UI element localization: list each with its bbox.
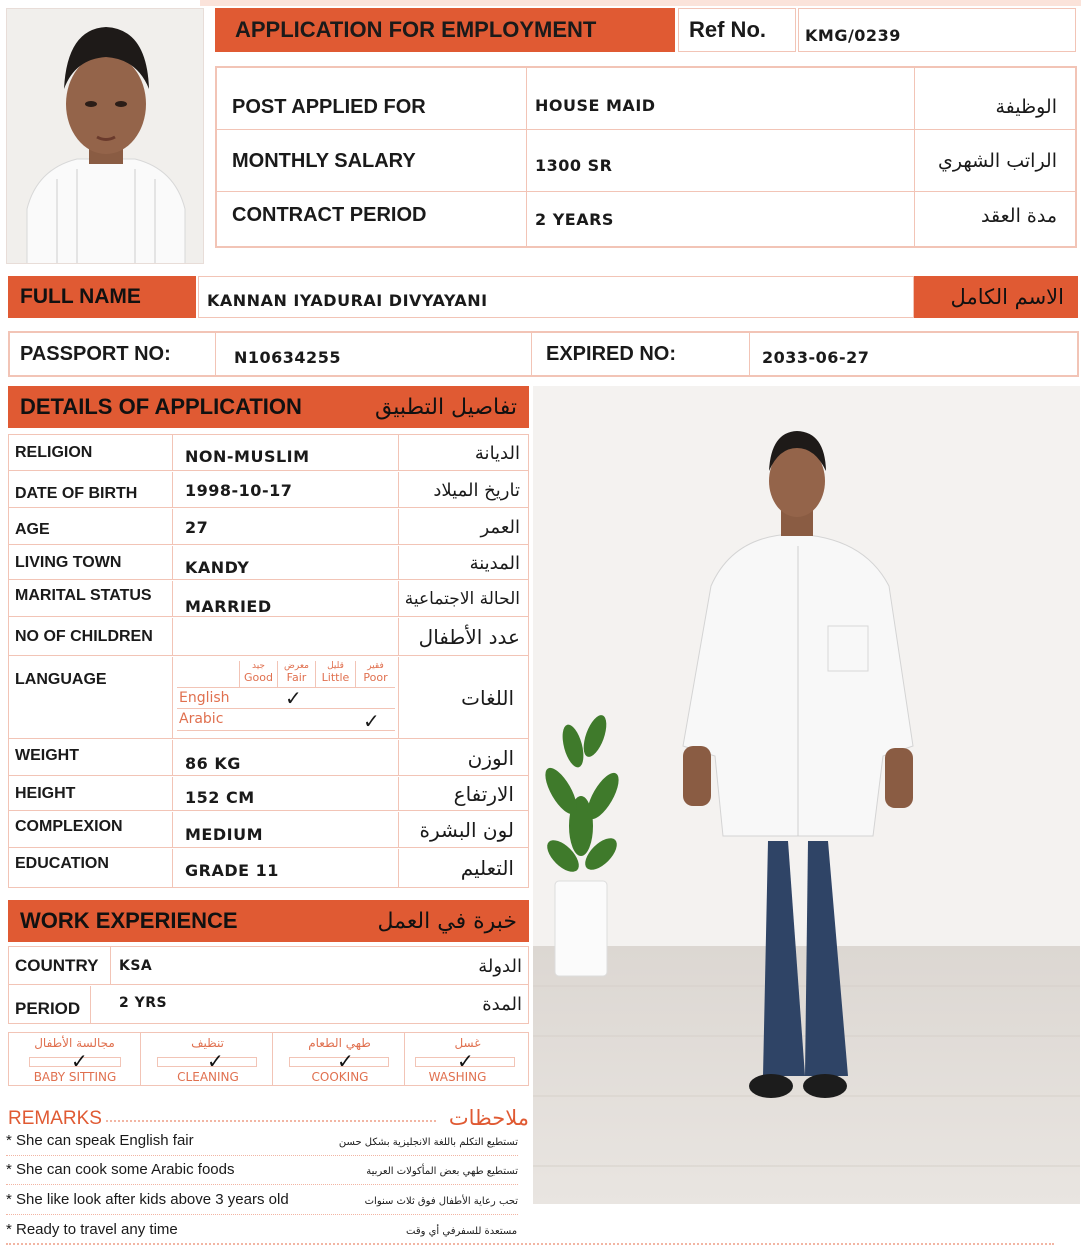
salary-row [217,130,1075,192]
detail-value: 152 CM [185,787,255,807]
skill-check: ✓ [457,1049,474,1073]
contract-ar-cell [915,192,1075,246]
details-title: DETAILS OF APPLICATION [20,394,302,419]
work-period-value: 2 YRS [119,994,168,1011]
level-fair-ar: معرض [283,661,309,671]
remark-item [6,1161,518,1185]
detail-value: NON-MUSLIM [185,446,310,466]
detail-label-cell [9,849,173,887]
details-title-ar: تفاصيل التطبيق [374,394,517,420]
passport-label-cell [10,333,216,375]
detail-ar-cell [399,777,528,811]
detail-ar-cell [399,435,528,471]
full-name-label: FULL NAME [20,285,141,308]
level-poor-en: Poor [363,671,388,684]
detail-row [9,435,528,471]
detail-label: DATE OF BIRTH [15,485,138,502]
level-little-en: Little [321,671,350,684]
detail-label: NO OF CHILDREN [15,628,153,645]
remarks-header [8,1106,529,1130]
lang-row-arabic [177,709,395,731]
work-label-cell [9,947,111,985]
salary-label: MONTHLY SALARY [232,149,416,172]
contract-label-cell [217,192,527,246]
post-value: HOUSE MAID [535,95,656,115]
work-ar-cell [411,986,528,1023]
detail-ar-cell [399,618,528,656]
skill-ar: غسل [454,1036,481,1050]
detail-ar: الارتفاع [453,782,514,806]
passport-value: N10634255 [234,347,341,367]
application-title-text: APPLICATION FOR EMPLOYMENT [235,17,597,42]
detail-ar: لون البشرة [419,818,514,842]
work-value-cell [111,986,411,1023]
skills-row [8,1032,529,1086]
work-period-label: PERIOD [15,998,81,1018]
skill-cooking [275,1033,405,1085]
expired-value: 2033-06-27 [762,347,870,367]
detail-ar: المدينة [469,552,520,574]
detail-row [9,812,528,848]
expired-value-cell [750,333,1077,375]
detail-ar: تاريخ الميلاد [433,479,520,501]
full-name-value: KANNAN IYADURAI DIVYAYANI [207,290,488,310]
detail-ar-cell [399,740,528,776]
details-table [8,434,529,888]
skill-check: ✓ [207,1049,224,1073]
detail-label: EDUCATION [15,855,109,872]
remark-en: * She like look after kids above 3 years old [6,1191,289,1208]
detail-label-cell [9,435,173,471]
work-title-ar: خبرة في العمل [377,908,517,934]
detail-value-cell [173,472,399,508]
work-country-label: COUNTRY [15,956,99,975]
detail-label-cell [9,509,173,545]
remark-ar: تستطيع التكلم باللغة الانجليزية بشكل حسن [338,1137,518,1148]
remark-item [6,1191,518,1215]
detail-ar: الحالة الاجتماعية [404,589,520,609]
language-row [9,657,528,739]
detail-ar-cell [399,509,528,545]
detail-value: GRADE 11 [185,860,279,880]
level-fair-en: Fair [286,671,307,684]
expired-label: EXPIRED NO: [546,342,677,365]
full-name-ar: الاسم الكامل [950,285,1064,309]
detail-value: 1998-10-17 [185,480,293,500]
full-body-photo [533,386,1080,1204]
skill-ar: طهي الطعام [308,1036,371,1050]
salary-label-cell [217,130,527,192]
language-label: LANGUAGE [15,671,107,688]
detail-label: WEIGHT [15,747,79,764]
detail-row [9,581,528,617]
detail-value-cell [173,812,399,848]
detail-ar-cell [399,849,528,887]
detail-label: HEIGHT [15,785,76,802]
skill-check: ✓ [337,1049,354,1073]
detail-ar: التعليم [460,856,514,880]
detail-row [9,618,528,656]
post-table [215,66,1077,248]
passport-value-cell [216,333,532,375]
full-name-value-cell [198,276,914,318]
language-ar-cell [399,657,528,739]
post-value-cell [527,68,915,130]
detail-value: 86 KG [185,753,241,773]
remark-en: * She can speak English fair [6,1132,194,1149]
detail-value-cell [173,849,399,887]
skill-washing [407,1033,528,1085]
detail-row [9,740,528,776]
contract-label: CONTRACT PERIOD [232,203,427,226]
ref-label-cell [678,8,796,52]
post-label-cell [217,68,527,130]
work-ar-cell [411,947,528,985]
post-label: POST APPLIED FOR [232,95,426,118]
ref-value: KMG/0239 [805,25,901,45]
arabic-poor-check: ✓ [363,709,380,733]
detail-label: RELIGION [15,444,93,461]
full-name-label-cell [8,276,196,318]
ref-label: Ref No. [689,17,766,42]
detail-label-cell [9,581,173,617]
salary-value: 1300 SR [535,155,613,175]
detail-label-cell [9,618,173,656]
remarks-title-ar: ملاحظات [448,1106,529,1130]
skill-ar: تنظيف [191,1036,224,1050]
detail-label: MARITAL STATUS [15,587,152,604]
level-little-ar: قليل [327,661,344,671]
salary-ar-cell [915,130,1075,192]
work-row-period [9,986,528,1023]
skill-check: ✓ [71,1049,88,1073]
remark-item [6,1221,1054,1245]
detail-label-cell [9,812,173,848]
remark-ar: تستطيع طهي بعض المأكولات العربية [366,1166,518,1177]
detail-value: MARRIED [185,596,272,616]
detail-value: MEDIUM [185,824,263,844]
work-table [8,946,529,1024]
contract-value: 2 YEARS [535,209,614,229]
post-row-0 [217,68,1075,130]
remark-en: * Ready to travel any time [6,1221,178,1238]
detail-value-cell [173,509,399,545]
detail-value-cell [173,618,399,656]
level-good-ar: جيد [251,661,265,671]
application-title [215,8,675,52]
detail-ar: عدد الأطفال [418,625,520,649]
contract-row [217,192,1075,246]
salary-ar: الراتب الشهري [938,150,1057,172]
remark-en: * She can cook some Arabic foods [6,1161,235,1178]
detail-row [9,849,528,887]
detail-value-cell [173,546,399,580]
lang-arabic: Arabic [179,711,224,727]
skill-en: COOKING [311,1070,369,1084]
ref-value-cell [798,8,1076,52]
detail-ar: الديانة [474,442,520,464]
work-period-ar: المدة [482,994,522,1015]
language-label-cell [9,657,173,739]
detail-ar-cell [399,581,528,617]
detail-row [9,472,528,508]
detail-row [9,546,528,580]
detail-value: KANDY [185,557,250,577]
level-poor [355,661,395,687]
full-name-ar-cell [914,276,1078,318]
passport-row [8,331,1079,377]
work-label-cell [9,986,91,1023]
detail-ar: الوزن [467,746,514,770]
level-good-en: Good [244,671,273,684]
salary-value-cell [527,130,915,192]
remark-item [6,1132,518,1156]
detail-label-cell [9,740,173,776]
detail-label: COMPLEXION [15,818,123,835]
work-value-cell [111,947,411,985]
detail-ar-cell [399,546,528,580]
language-grid [173,657,399,739]
expired-label-cell [532,333,750,375]
detail-label-cell [9,777,173,811]
detail-label: LIVING TOWN [15,554,122,571]
work-country-value: KSA [119,958,153,974]
work-row-country [9,947,528,985]
english-fair-check: ✓ [285,686,302,710]
skill-en: WASHING [428,1070,487,1084]
detail-ar-cell [399,472,528,508]
portrait-photo [6,8,204,264]
detail-ar-cell [399,812,528,848]
detail-value-cell [173,777,399,811]
detail-row [9,509,528,545]
remark-ar: مستعدة للسفرفي أي وقت [406,1226,518,1237]
skill-en: CLEANING [177,1070,239,1084]
detail-row [9,777,528,811]
remarks-title: REMARKS [8,1108,102,1129]
level-good [239,661,277,687]
contract-ar: مدة العقد [981,205,1057,227]
skill-baby-sitting [9,1033,141,1085]
contract-value-cell [527,192,915,246]
post-ar: الوظيفة [995,96,1057,118]
detail-value-cell [173,435,399,471]
detail-value: 27 [185,517,209,537]
lang-english: English [179,690,230,706]
work-country-ar: الدولة [478,955,522,977]
skill-ar: مجالسة الأطفال [34,1036,115,1050]
work-title: WORK EXPERIENCE [20,908,238,933]
detail-label-cell [9,472,173,508]
detail-ar: العمر [480,516,520,538]
skill-en: BABY SITTING [33,1070,117,1084]
level-poor-ar: فقير [367,661,384,671]
details-title-bar [8,386,529,428]
detail-value-cell [173,740,399,776]
detail-value-cell [173,581,399,617]
detail-label: AGE [15,521,50,538]
detail-label-cell [9,546,173,580]
language-ar: اللغات [461,686,514,710]
level-little [315,661,355,687]
remark-ar: تحب رعاية الأطفال فوق ثلاث سنوات [364,1196,518,1207]
top-decor-strip [200,0,1081,6]
level-fair [277,661,315,687]
remarks-dotline [106,1120,436,1122]
skill-cleaning [143,1033,273,1085]
lang-row-english [177,687,395,709]
post-ar-cell [915,68,1075,130]
work-title-bar [8,900,529,942]
passport-label: PASSPORT NO: [20,342,171,365]
